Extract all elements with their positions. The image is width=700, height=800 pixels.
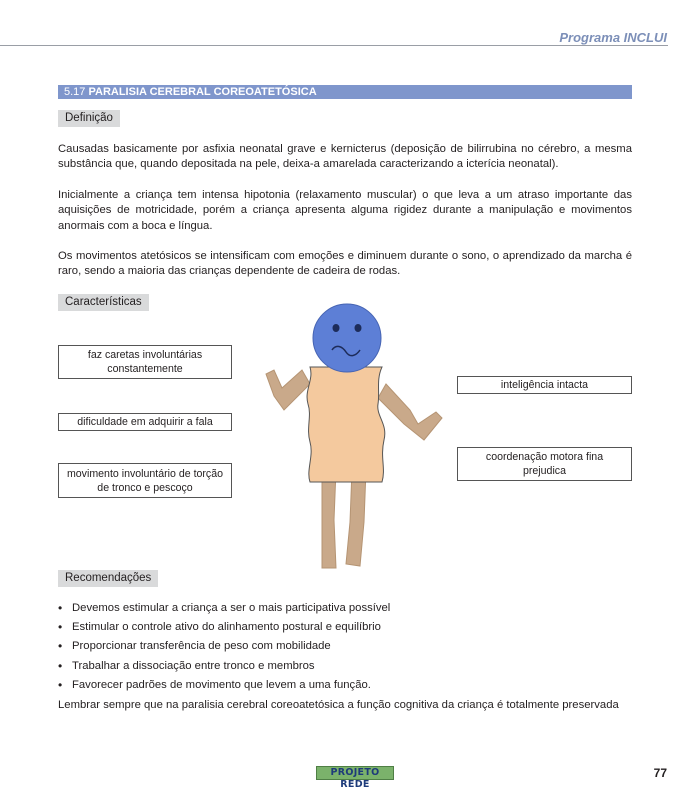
header-divider: [0, 45, 668, 46]
section-number: 5.17: [64, 86, 86, 98]
definicao-label: Definição: [58, 110, 120, 127]
section-heading: [58, 85, 632, 99]
list-item: • Devemos estimular a criança a ser o mais participativa possível: [58, 599, 632, 618]
definicao-paragraph-3: Os movimentos atetósicos se intensificam com emoções e diminuem durante o sono, o aprendizado da marcha é raro, sendo a maioria das crianças dependente de cadeira de rodas.: [58, 250, 632, 278]
head: [313, 304, 381, 372]
list-item: • Trabalhar a dissociação entre tronco e membros: [58, 657, 632, 676]
page-number: 77: [653, 766, 667, 780]
caracteristicas-label: Características: [58, 294, 149, 311]
child-figure-illustration: [240, 300, 455, 580]
characteristic-box: coordenação motora fina prejudica: [457, 447, 632, 481]
right-leg: [346, 470, 366, 566]
left-arm: [266, 370, 310, 410]
definicao-paragraph-2: Inicialmente a criança tem intensa hipotonia (relaxamento muscular) o que leva a um atraso importante das aquisições de motricidade, porém a criança apresenta alguma rigidez durante a manipulação e movimentos anormais com a boca e língua.: [58, 189, 632, 232]
projeto-rede-logo: PROJETO REDE: [316, 766, 394, 780]
recommendations-list: [58, 599, 632, 695]
characteristic-box: faz caretas involuntárias constantemente: [58, 345, 232, 379]
right-arm: [378, 384, 442, 440]
section-title: PARALISIA CEREBRAL COREOATETÓSICA: [88, 86, 317, 98]
characteristic-box: inteligência intacta: [457, 376, 632, 394]
list-item: • Proporcionar transferência de peso com mobilidade: [58, 637, 632, 656]
characteristic-box: movimento involuntário de torção de tronco e pescoço: [58, 463, 232, 498]
header-title: Programa INCLUI: [559, 30, 667, 45]
list-item: • Estimular o controle ativo do alinhamento postural e equilíbrio: [58, 618, 632, 637]
left-leg: [322, 470, 336, 568]
characteristic-box: dificuldade em adquirir a fala: [58, 413, 232, 431]
definicao-paragraph-1: Causadas basicamente por asfixia neonatal grave e kernicterus (deposição de bilirrubina no cérebro, a mesma substância que, quando depositada na pele, deixa-a amarelada caracterizando a icterícia neonatal).: [58, 143, 632, 171]
closing-paragraph: Lembrar sempre que na paralisia cerebral coreoatetósica a função cognitiva da criança é totalmente preservada: [58, 699, 619, 711]
recomendacoes-label: Recomendações: [58, 570, 158, 587]
torso: [307, 367, 385, 482]
list-item: • Favorecer padrões de movimento que levem a uma função.: [58, 676, 632, 695]
